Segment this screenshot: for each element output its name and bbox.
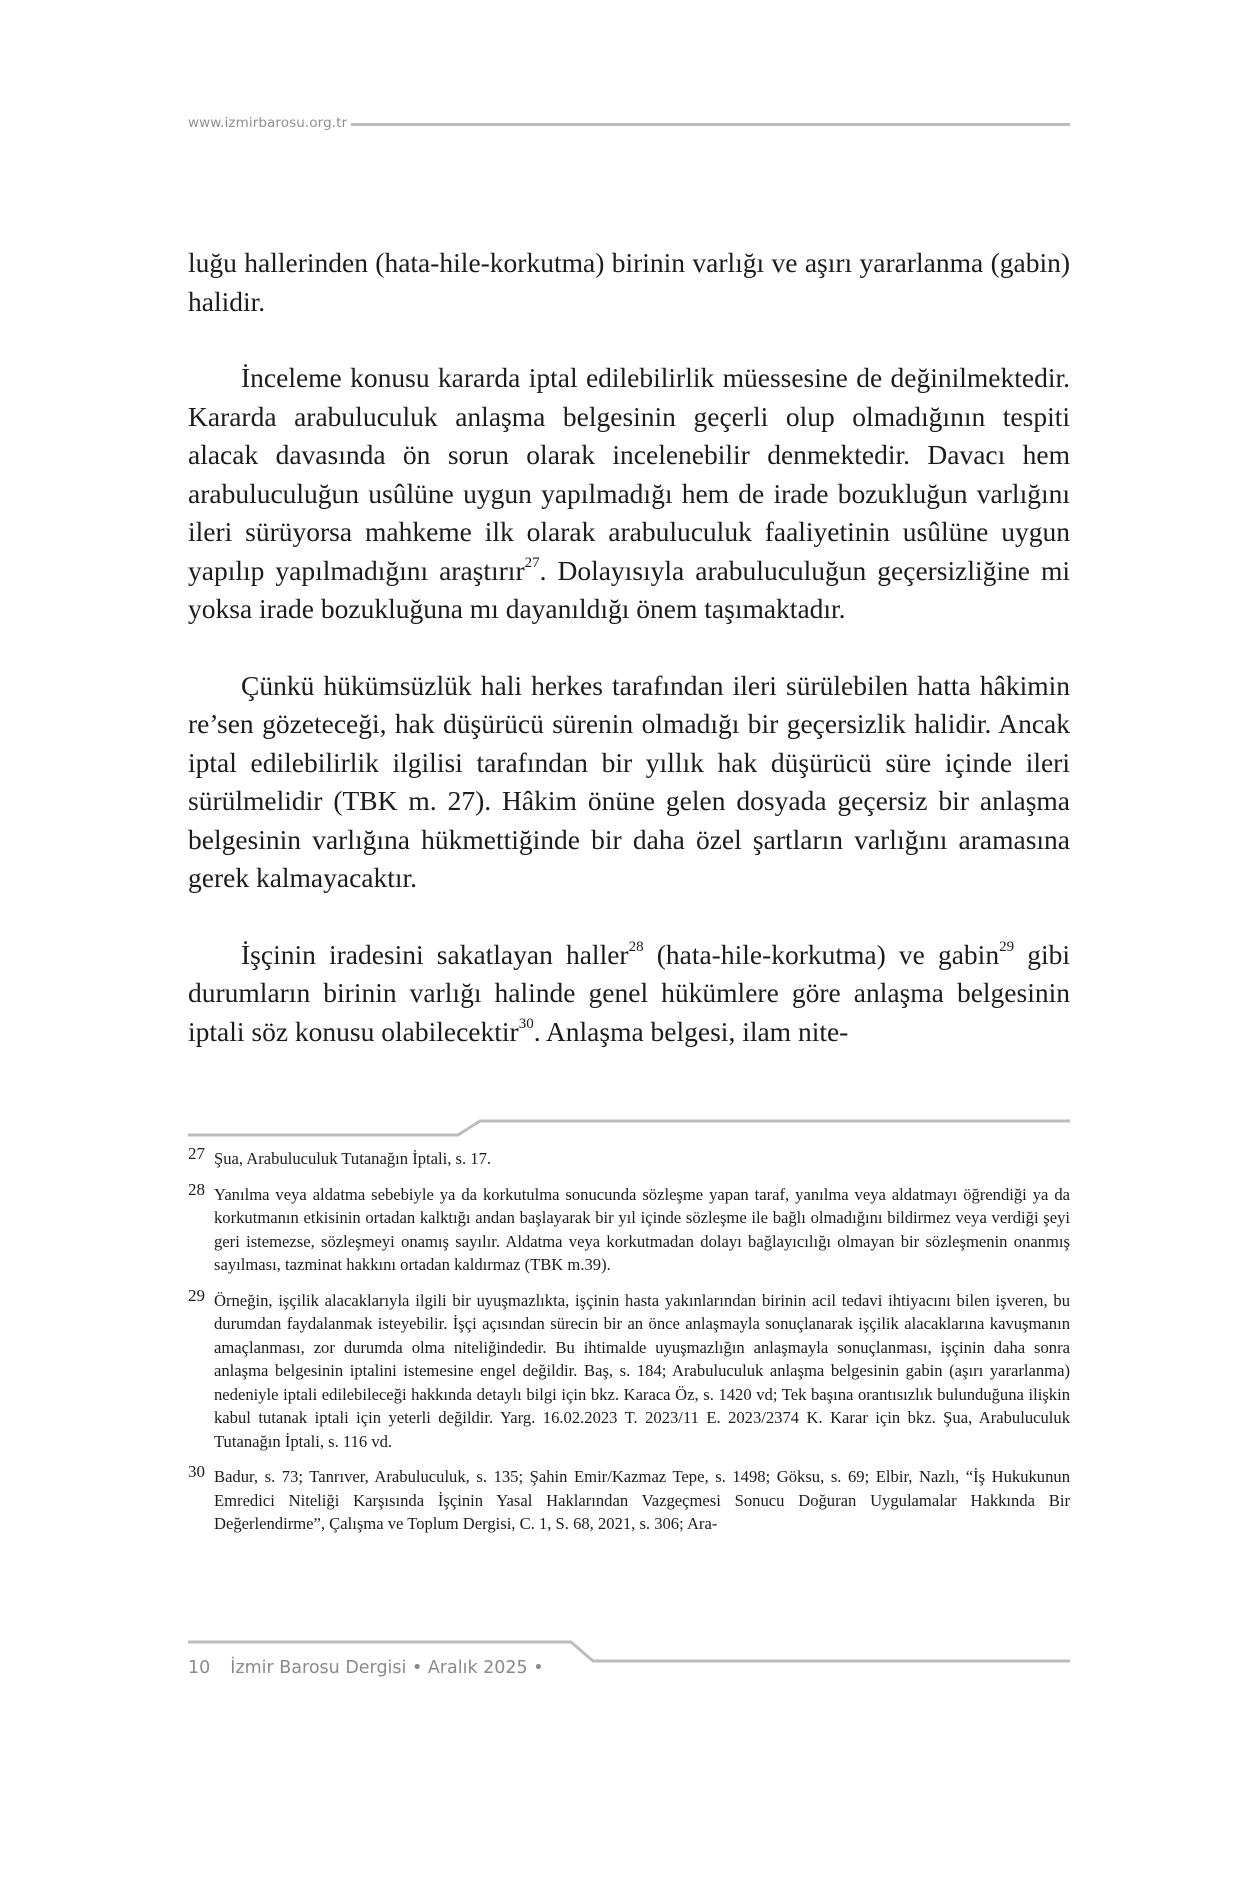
paragraph xyxy=(188,667,1070,898)
footnote-separator xyxy=(188,1118,1070,1138)
footnotes xyxy=(188,1144,1070,1548)
footnote-number: 27 xyxy=(188,1144,205,1163)
footnote-ref-29[interactable]: 29 xyxy=(999,939,1015,956)
page-number: 10 xyxy=(188,1658,211,1678)
footnote-text: Yanılma veya aldatma sebebiyle ya da korkutulma sonucunda sözleşme yapan taraf, yanılma veya aldatmayı öğrendiği ya da korkutmanın etkisinin ortadan kalktığı andan başlayarak bir yıl içinde sözleşme ile bağlı olmadığını bildirmez veya verdiği şeyi geri istemezse, sözleşmeyi onamış sayılır. Aldatma veya korkutmadan dolayı bağlayıcılığı olmayan bir sözleşmenin onanmış sayılması, tazminat hakkını ortadan kaldırmaz (TBK m.39). xyxy=(214,1184,1070,1274)
footnote-number: 28 xyxy=(188,1179,205,1199)
paragraph xyxy=(188,936,1070,1052)
header-url[interactable]: www.izmirbarosu.org.tr xyxy=(188,115,348,131)
footnote-29 xyxy=(188,1285,1070,1454)
paragraph xyxy=(188,359,1070,629)
paragraph-text: . Dolayısıyla arabuluculuğun geçersizliğine mi yoksa irade bozukluğuna mı dayanıldığı önem taşımaktadır. xyxy=(188,554,1070,624)
paragraph-text: (hata-hile-korkutma) ve gabin xyxy=(643,938,1000,970)
footnote-text: Şua, Arabuluculuk Tutanağın İptali, s. 17. xyxy=(214,1149,492,1168)
footnote-ref-30[interactable]: 30 xyxy=(518,1016,534,1033)
footnote-ref-28[interactable]: 28 xyxy=(628,939,644,956)
footnote-28 xyxy=(188,1179,1070,1277)
paragraph-text: İnceleme konusu kararda iptal edilebilirlik müessesine de değinilmektedir. Kararda arabuluculuk anlaşma belgesinin geçerli olup olmadığının tespiti alacak davasında ön sorun olarak incelenebilir denmektedir. Davacı hem arabuluculuğun usûlüne uygun yapılmadığı hem de irade bozukluğun varlığını ileri sürüyorsa mahkeme ilk olarak arabuluculuk faaliyetinin usûlüne uygun yapılıp yapılmadığını araştırır xyxy=(188,362,1070,586)
paragraph-text: Çünkü hükümsüzlük hali herkes tarafından ileri sürülebilen hatta hâkimin re’sen gözeteceği, hak düşürücü sürenin olmadığı bir geçersizlik halidir. Ancak iptal edilebilirlik ilgilisi tarafından bir yıllık hak düşürücü süre içinde ileri sürülmelidir (TBK m. 27). Hâkim önüne gelen dosyada geçersiz bir anlaşma belgesinin varlığına hükmettiğinde bir daha özel şartların varlığını aramasına gerek kalmayacaktır. xyxy=(188,669,1070,893)
page-header xyxy=(188,113,1070,133)
footnote-number: 29 xyxy=(188,1285,205,1305)
paragraph-text: . Anlaşma belgesi, ilam nite- xyxy=(533,1015,849,1047)
footnote-ref-27[interactable]: 27 xyxy=(524,555,540,572)
paragraph-text: luğu hallerinden (hata-hile-korkutma) birinin varlığı ve aşırı yararlanma (gabin) halidir. xyxy=(188,247,1070,317)
footnote-30 xyxy=(188,1462,1070,1536)
footnote-27 xyxy=(188,1144,1070,1171)
header-rule xyxy=(351,123,1070,126)
body-text xyxy=(188,244,1070,1051)
paragraph-text: İşçinin iradesini sakatlayan haller xyxy=(241,938,629,970)
paragraph-continuation xyxy=(188,244,1070,321)
footnote-text: Örneğin, işçilik alacaklarıyla ilgili bir uyuşmazlıkta, işçinin hasta yakınlarından birinin acil tedavi ihtiyacını bilen işveren, bu durumdan faydalanmak isteyebilir. İşçi açısından sürecin bir an önce anlaşmayla sonuçlanarak işçilik alacaklarına kavuşmanın amaçlanması, zor durumda olma niteliğindedir. Bu ihtimalde uyuşmazlığın anlaşmayla sonuçlanması, işçinin daha sonra anlaşma belgesinin iptalini istemesine engel değildir. Baş, s. 184; Arabuluculuk anlaşma belgesinin gabin (aşırı yararlanma) nedeniyle iptali edilebileceği hakkında detaylı bilgi için bkz. Karaca Öz, s. 1420 vd; Tek başına orantısızlık bulunduğuna ilişkin kabul tutanak iptali için yeterli değildir. Yarg. 16.02.2023 T. 2023/11 E. 2023/2374 K. Karar için bkz. Şua, Arabuluculuk Tutanağın İptali, s. 116 vd. xyxy=(214,1290,1070,1451)
journal-info: İzmir Barosu Dergisi • Aralık 2025 • xyxy=(230,1658,544,1678)
footnote-text: Badur, s. 73; Tanrıver, Arabuluculuk, s. 135; Şahin Emir/Kazmaz Tepe, s. 1498; Göksu, s. 69; Elbir, Nazlı, “İş Hukukunun Emredici Niteliği Karşısında İşçinin Yasal Haklarından Vazgeçmesi Sonucu Doğuran Uygulamalar Hakkında Bir Değerlendirme”, Çalışma ve Toplum Dergisi, C. 1, S. 68, 2021, s. 306; Ara- xyxy=(214,1467,1070,1533)
footnote-number: 30 xyxy=(188,1462,205,1481)
paragraph-text: gibi durumların birinin varlığı halinde genel hükümlere göre anlaşma belgesinin iptali söz konusu olabilecektir xyxy=(188,938,1070,1047)
page-footer xyxy=(188,1658,544,1678)
